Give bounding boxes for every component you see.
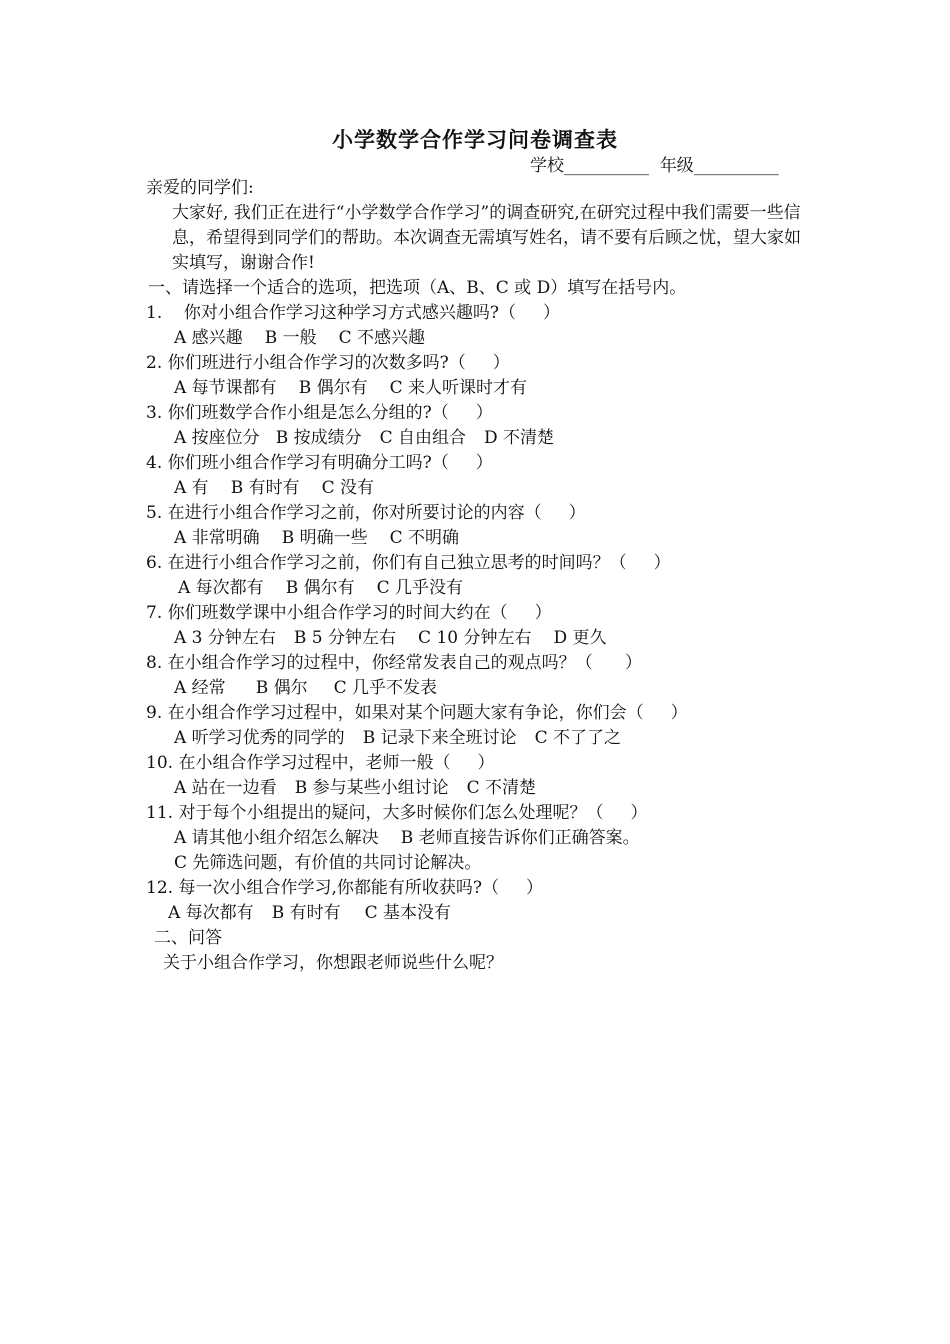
option: C 几乎没有: [376, 578, 464, 598]
option: B 参与某些小组讨论: [294, 778, 449, 798]
questionnaire-body: [146, 176, 811, 976]
option: C 没有: [321, 478, 375, 498]
option: B 有时有: [230, 478, 300, 498]
question-3: 3. 你们班数学合作小组是怎么分组的?（ ）: [146, 403, 493, 423]
option: A 每节课都有: [174, 378, 277, 398]
option: B 老师直接告诉你们正确答案。: [400, 828, 640, 848]
school-label: 学校: [530, 156, 564, 176]
question-8-options: [146, 676, 811, 701]
option: B 一般: [264, 328, 317, 348]
question-10-options: [146, 776, 811, 801]
section2-heading: 二、问答: [154, 928, 222, 948]
option: A 站在一边看: [174, 778, 277, 798]
option: C 基本没有: [364, 903, 452, 923]
open-question: 关于小组合作学习，你想跟老师说些什么呢？: [163, 953, 503, 973]
option: C 不清楚: [466, 778, 537, 798]
option: B 有时有: [271, 903, 341, 923]
option: B 偶尔: [255, 678, 308, 698]
option: D 不清楚: [484, 428, 555, 448]
grade-label: 年级: [659, 156, 694, 176]
question-4: 4. 你们班小组合作学习有明确分工吗?（ ）: [146, 453, 493, 473]
intro-paragraph: 大家好, 我们正在进行“小学数学合作学习”的调查研究,在研究过程中我们需要一些信息，希望得到同学们的帮助。本次调查无需填写姓名，请不要有后顾之忧，望大家如实填写，谢谢合作!: [172, 203, 801, 273]
question-1-options: [146, 326, 811, 351]
question-1: 1. 你对小组合作学习这种学习方式感兴趣吗?（ ）: [146, 303, 560, 323]
option: A 有: [174, 478, 209, 498]
option: C 来人听课时才有: [389, 378, 528, 398]
option: D 更久: [553, 628, 607, 648]
question-6-options: [146, 576, 811, 601]
question-10: 10. 在小组合作学习过程中，老师一般（ ）: [146, 753, 495, 773]
section1-heading: 一、请选择一个适合的选项，把选项（A、B、C 或 D）填写在括号内。: [148, 278, 687, 298]
grade-blank: __________: [693, 156, 779, 176]
option: B 按成绩分: [275, 428, 362, 448]
option: C 先筛选问题，有价值的共同讨论解决。: [174, 853, 482, 873]
option: C 不了了之: [534, 728, 622, 748]
question-11-options-extra: [146, 851, 811, 876]
question-12: 12. 每一次小组合作学习,你都能有所收获吗?（ ）: [146, 878, 543, 898]
greeting: 亲爱的同学们:: [146, 178, 254, 198]
question-11: 11. 对于每个小组提出的疑问，大多时候你们怎么处理呢？（ ）: [146, 803, 648, 823]
question-11-options: [146, 826, 811, 851]
option: B 5 分钟左右: [293, 628, 397, 648]
question-7: 7. 你们班数学课中小组合作学习的时间大约在（ ）: [146, 603, 552, 623]
question-9: 9. 在小组合作学习过程中，如果对某个问题大家有争论，你们会（ ）: [146, 703, 688, 723]
question-3-options: [146, 426, 811, 451]
option: A 请其他小组介绍怎么解决: [174, 828, 379, 848]
option: B 记录下来全班讨论: [362, 728, 517, 748]
question-7-options: [146, 626, 811, 651]
option: A 3 分钟左右: [174, 628, 276, 648]
question-8: 8. 在小组合作学习的过程中，你经常发表自己的观点吗？（ ）: [146, 653, 643, 673]
option: A 经常: [174, 678, 226, 698]
option: C 几乎不发表: [333, 678, 438, 698]
option: A 每次都有: [168, 903, 254, 923]
question-5-options: [146, 526, 811, 551]
page-title: 小学数学合作学习问卷调查表: [332, 127, 618, 152]
question-9-options: [146, 726, 811, 751]
option: A 每次都有: [178, 578, 264, 598]
option: B 偶尔有: [298, 378, 368, 398]
school-grade-line: [530, 151, 779, 176]
option: B 偶尔有: [285, 578, 355, 598]
question-6: 6. 在进行小组合作学习之前，你们有自己独立思考的时间吗？（ ）: [146, 553, 671, 573]
option: A 非常明确: [174, 528, 260, 548]
option: B 明确一些: [281, 528, 368, 548]
question-5: 5. 在进行小组合作学习之前，你对所要讨论的内容（ ）: [146, 503, 586, 523]
option: A 听学习优秀的同学的: [174, 728, 345, 748]
school-blank: __________: [564, 156, 649, 176]
option: C 自由组合: [379, 428, 467, 448]
question-2: 2. 你们班进行小组合作学习的次数多吗?（ ）: [146, 353, 510, 373]
question-4-options: [146, 476, 811, 501]
option: A 按座位分: [174, 428, 260, 448]
question-2-options: [146, 376, 811, 401]
option: C 10 分钟左右: [418, 628, 532, 648]
option: A 感兴趣: [174, 328, 243, 348]
option: C 不明确: [389, 528, 460, 548]
question-12-options: [146, 901, 811, 926]
option: C 不感兴趣: [338, 328, 426, 348]
